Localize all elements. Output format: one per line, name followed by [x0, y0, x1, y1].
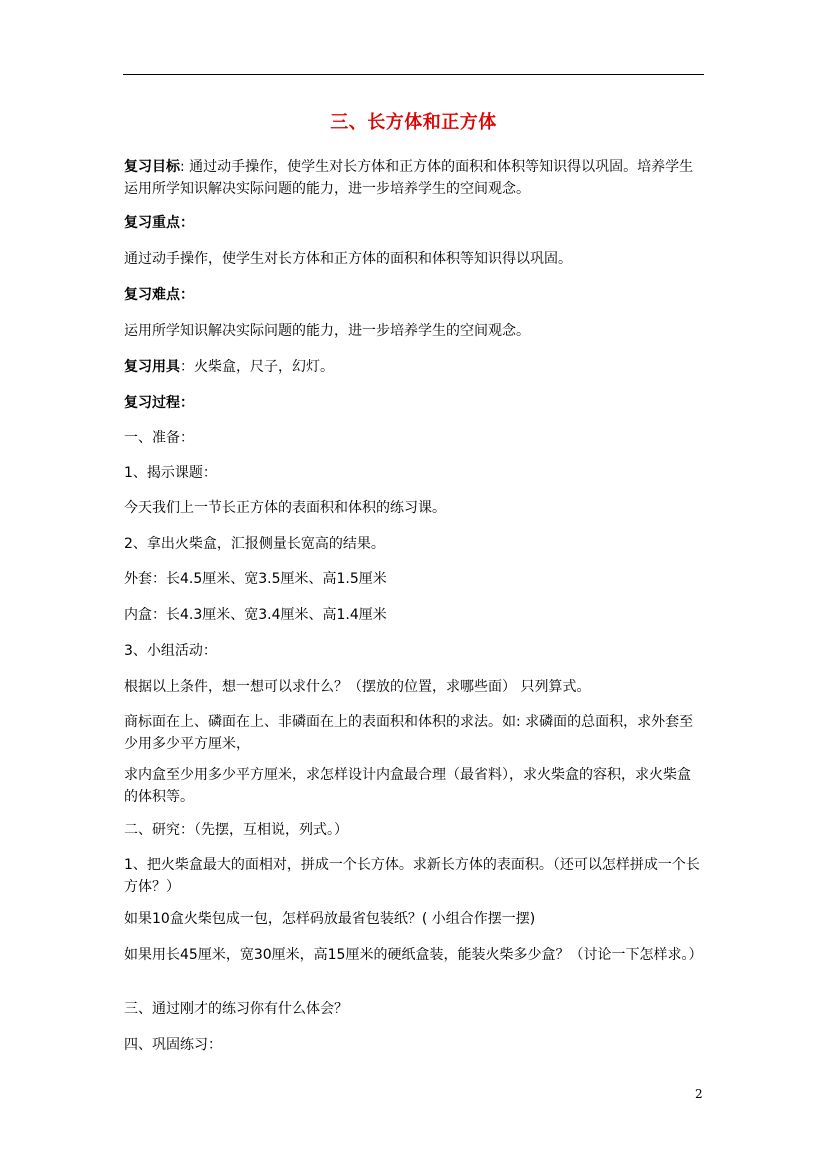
process-item: 根据以上条件，想一想可以求什么？（摆放的位置，求哪些面） 只列算式。 [124, 679, 591, 695]
process-item: 如果用长45厘米，宽30厘米，高15厘米的硬纸盒装，能装火柴多少盒？（讨论一下怎样求。） [124, 947, 703, 963]
process-item: 四、巩固练习： [124, 1037, 222, 1053]
process-label: 复习过程： [124, 395, 194, 411]
process-item: 三、通过刚才的练习你有什么体会？ [124, 1001, 348, 1017]
document-title: 三、长方体和正方体 [330, 112, 497, 133]
process-item: 一、准备： [124, 430, 194, 446]
goal-text: : 通过动手操作，使学生对长方体和正方体的面积和体积等知识得以巩固。培养学生运用所学知识解决实际问题的能力，进一步培养学生的空间观念。 [124, 159, 694, 197]
tools-text: ：火柴盒，尺子，幻灯。 [180, 359, 334, 375]
process-item: 1、揭示课题： [124, 465, 217, 481]
header-rule [123, 74, 704, 75]
process-item: 2、拿出火柴盒，汇报侧量长宽高的结果。 [124, 536, 385, 552]
page-number: 2 [695, 1087, 703, 1101]
process-item: 商标面在上、磷面在上、非磷面在上的表面积和体积的求法。如: 求磷面的总面积，求外套至少用多少平方厘米， [124, 714, 694, 752]
tools-label: 复习用具 [124, 359, 180, 375]
goal-paragraph [124, 156, 704, 200]
process-item: 3、小组活动： [124, 643, 217, 659]
focus-text: 通过动手操作，使学生对长方体和正方体的面积和体积等知识得以巩固。 [124, 251, 572, 267]
process-item: 求内盒至少用多少平方厘米，求怎样设计内盒最合理（最省料），求火柴盒的容积，求火柴盒的体积等。 [124, 767, 691, 805]
difficulty-label: 复习难点： [124, 287, 194, 303]
process-item: 二、研究：（先摆，互相说，列式。） [124, 822, 348, 838]
goal-label: 复习目标 [124, 159, 180, 175]
focus-label: 复习重点： [124, 215, 194, 231]
process-item: 今天我们上一节长正方体的表面积和体积的练习课。 [124, 500, 446, 516]
process-item: 如果10盒火柴包成一包，怎样码放最省包装纸？( 小组合作摆一摆) [124, 911, 536, 927]
process-item: 1、把火柴盒最大的面相对，拼成一个长方体。求新长方体的表面积。（还可以怎样拼成一个长方体？） [124, 857, 700, 895]
difficulty-text: 运用所学知识解决实际问题的能力，进一步培养学生的空间观念。 [124, 323, 530, 339]
process-item: 外套：长4.5厘米、宽3.5厘米、高1.5厘米 [124, 571, 387, 587]
process-item: 内盒：长4.3厘米、宽3.4厘米、高1.4厘米 [124, 607, 387, 623]
tools-paragraph [124, 356, 704, 378]
